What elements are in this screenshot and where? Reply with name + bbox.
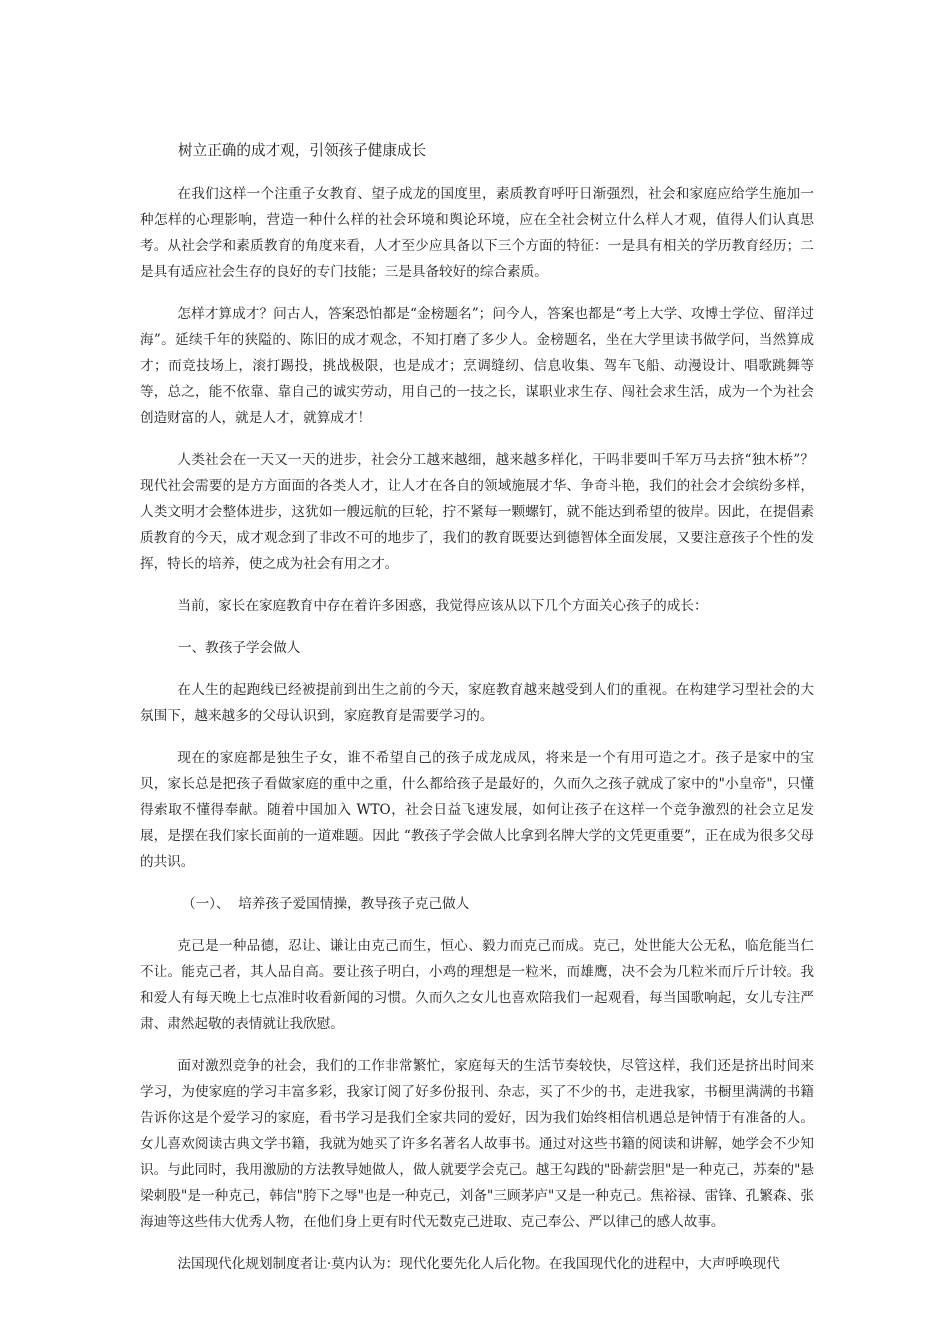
intro-paragraph-4: 当前，家长在家庭教育中存在着许多困惑，我觉得应该从以下几个方面关心孩子的成长： (177, 598, 708, 614)
section-paragraph-1: 在人生的起跑线已经被提前到出生之前的今天，家庭教育越来越受到人们的重视。在构建学习型社会的大氛围下，越来越多的父母认识到，家庭教育是需要学习的。 (140, 682, 814, 724)
subsection-paragraph-2: 面对激烈竞争的社会，我们的工作非常繁忙，家庭每天的生活节奏较快，尽管这样，我们还是挤出时间来学习，为使家庭的学习丰富多彩，我家订阅了好多份报刊、杂志，买了不少的书，走进我家，书橱里满满的书籍告诉你这是个爱学习的家庭，看书学习是我们全家共同的爱好，因为我们始终相信机遇总是钟情于有准备的人。女儿喜欢阅读古典文学书籍，我就为她买了许多名著名人故事书。通过对这些书籍的阅读和讲解，她学会不少知识。与此同时，我用激励的方法教导她做人，做人就要学会克己。越王勾践的"卧薪尝胆"是一种克己，苏秦的"悬梁刺股"是一种克己，韩信"胯下之辱"也是一种克己，刘备"三顾茅庐"又是一种克己。焦裕禄、雷锋、孔繁森、张海迪等这些伟大优秀人物，在他们身上更有时代无数克己进取、克己奉公、严以律己的感人故事。 (140, 1058, 814, 1230)
intro-paragraph-3: 人类社会在一天又一天的进步，社会分工越来越细，越来越多样化，干吗非要叫千军万马去挤“独木桥”？现代社会需要的是方方面面的各类人才，让人才在各自的领域施展才华、争奇斗艳，我们的社会才会缤纷多样，人类文明才会整体进步，这犹如一艘远航的巨轮，拧不紧每一颗螺钉，就不能达到希望的彼岸。因此，在提倡素质教育的今天，成才观念到了非改不可的地步了，我们的教育既要达到德智体全面发展，又要注意孩子个性的发挥，特长的培养，使之成为社会有用之才。 (140, 452, 814, 572)
document-page (140, 138, 814, 1293)
subsection-paragraph-1: 克己是一种品德，忍让、谦让由克己而生，恒心、毅力而克己而成。克己，处世能大公无私，临危能当仁不让。能克己者，其人品自高。要让孩子明白，小鸡的理想是一粒米，而雄鹰，决不会为几粒米而斤斤计较。我和爱人有每天晚上七点准时收看新闻的习惯。久而久之女儿也喜欢陪我们一起观看，每当国歌响起，女儿专注严肃、肃然起敬的表情就让我欣慰。 (140, 938, 814, 1032)
section-heading: 一、教孩子学会做人 (178, 640, 301, 656)
document-title: 树立正确的成才观，引领孩子健康成长 (178, 142, 427, 159)
intro-paragraph-1: 在我们这样一个注重子女教育、望子成龙的国度里，素质教育呼吁日渐强烈，社会和家庭应给学生施加一种怎样的心理影响，营造一种什么样的社会环境和舆论环境，应在全社会树立什么样人才观，值得人们认真思考。从社会学和素质教育的角度来看，人才至少应具备以下三个方面的特征：一是具有相关的学历教育经历；二是具有适应社会生存的良好的专门技能；三是具备较好的综合素质。 (140, 186, 814, 280)
subsection-heading: （一）、 培养孩子爱国情操，教导孩子克己做人 (182, 896, 470, 912)
intro-paragraph-2: 怎样才算成才？问古人，答案恐怕都是“金榜题名”；问今人，答案也都是“考上大学、攻博士学位、留洋过海”。延续千年的狭隘的、陈旧的成才观念，不知打磨了多少人。金榜题名，坐在大学里读书做学问，当然算成才；而竞技场上，滚打踢投，挑战极限，也是成才；烹调缝纫、信息收集、驾车飞船、动漫设计、唱歌跳舞等等，总之，能不依靠、靠自己的诚实劳动，用自己的一技之长，谋职业求生存、闯社会求生活，成为一个为社会创造财富的人，就是人才，就算成才！ (140, 306, 814, 426)
section-paragraph-2: 现在的家庭都是独生子女，谁不希望自己的孩子成龙成凤，将来是一个有用可造之才。孩子是家中的宝贝，家长总是把孩子看做家庭的重中之重，什么都给孩子是最好的，久而久之孩子就成了家中的"小皇帝"，只懂得索取不懂得奉献。随着中国加入 WTO，社会日益飞速发展，如何让孩子在这样一个竞争激烈的社会立足发展，是摆在我们家长面前的一道难题。因此 “教孩子学会做人比拿到名牌大学的文凭更重要”，正在成为很多父母的共识。 (140, 750, 814, 870)
subsection-paragraph-3: 法国现代化规划制度者让·莫内认为：现代化要先化人后化物。在我国现代化的进程中，大声呼唤现代 (177, 1256, 780, 1272)
